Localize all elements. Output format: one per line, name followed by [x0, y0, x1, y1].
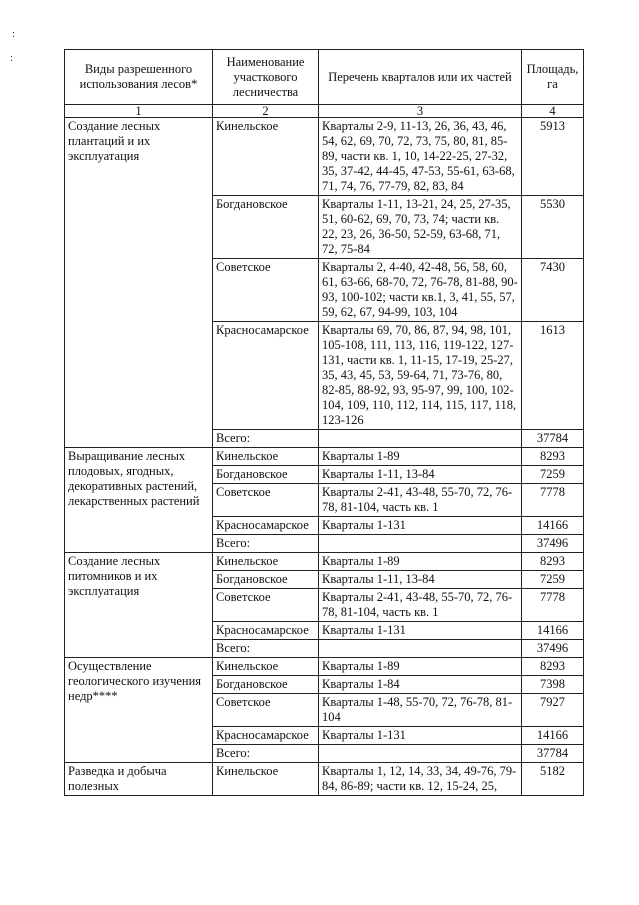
table-body: [65, 118, 584, 796]
forestry-cell: Богдановское: [213, 571, 319, 589]
use-type-cell: Разведка и добыча полезных: [65, 763, 213, 796]
column-number: 1: [65, 105, 213, 118]
forestry-cell: Советское: [213, 589, 319, 622]
quarters-cell: Кварталы 2-41, 43-48, 55-70, 72, 76-78, 81-104, часть кв. 1: [319, 589, 522, 622]
quarters-cell: Кварталы 1-89: [319, 658, 522, 676]
quarters-cell: [319, 535, 522, 553]
forestry-cell: Богдановское: [213, 196, 319, 259]
column-number-row: [65, 105, 584, 118]
quarters-cell: Кварталы 1-131: [319, 517, 522, 535]
table-row: [65, 763, 584, 796]
quarters-cell: Кварталы 1-11, 13-21, 24, 25, 27-35, 51, 60-62, 69, 70, 73, 74; части кв. 22, 23, 26, 36-50, 52-59, 63-68, 71, 72, 75-84: [319, 196, 522, 259]
header-use-type: Виды разрешенного использования лесов*: [65, 50, 213, 105]
quarters-cell: Кварталы 2-41, 43-48, 55-70, 72, 76-78, 81-104, часть кв. 1: [319, 484, 522, 517]
forestry-cell: Красносамарское: [213, 727, 319, 745]
table-row: [65, 658, 584, 676]
scan-mark: :: [10, 52, 14, 64]
forestry-cell: Кинельское: [213, 448, 319, 466]
area-cell: 37496: [522, 640, 584, 658]
quarters-cell: Кварталы 1-48, 55-70, 72, 76-78, 81-104: [319, 694, 522, 727]
quarters-cell: Кварталы 2, 4-40, 42-48, 56, 58, 60, 61, 63-66, 68-70, 72, 76-78, 81-88, 90-93, 100-102; части кв.1, 3, 41, 55, 57, 59, 62, 67, 94-99, 103, 104: [319, 259, 522, 322]
area-cell: 14166: [522, 727, 584, 745]
quarters-cell: Кварталы 69, 70, 86, 87, 94, 98, 101, 105-108, 111, 113, 116, 119-122, 127-131, части кв. 1, 11-15, 17-19, 25-27, 35, 43, 45, 53, 59-64, 71, 73-76, 80, 82-85, 88-92, 93, 95-97, 99, 100, 102-104, 109, 110, 112, 114, 115, 117, 118, 123-126: [319, 322, 522, 430]
column-number: 3: [319, 105, 522, 118]
quarters-cell: Кварталы 2-9, 11-13, 26, 36, 43, 46, 54, 62, 69, 70, 72, 73, 75, 80, 81, 85-89, части кв. 1, 10, 14-22-25, 27-32, 35, 37-42, 44-45, 47-53, 55-61, 63-68, 71, 74, 76, 77-79, 82, 83, 84: [319, 118, 522, 196]
area-cell: 37784: [522, 745, 584, 763]
forestry-cell: Советское: [213, 694, 319, 727]
table-row: [65, 118, 584, 196]
area-cell: 7927: [522, 694, 584, 727]
area-cell: 7430: [522, 259, 584, 322]
area-cell: 5182: [522, 763, 584, 796]
area-cell: 7778: [522, 484, 584, 517]
area-cell: 37496: [522, 535, 584, 553]
quarters-cell: Кварталы 1-89: [319, 448, 522, 466]
header-forestry: Наименование участкового лесничества: [213, 50, 319, 105]
forestry-cell: Красносамарское: [213, 622, 319, 640]
quarters-cell: Кварталы 1-84: [319, 676, 522, 694]
quarters-cell: [319, 640, 522, 658]
use-type-cell: Осуществление геологического изучения недр****: [65, 658, 213, 763]
quarters-cell: Кварталы 1-11, 13-84: [319, 466, 522, 484]
forestry-cell: Кинельское: [213, 118, 319, 196]
total-label-cell: Всего:: [213, 745, 319, 763]
header-quarters: Перечень кварталов или их частей: [319, 50, 522, 105]
quarters-cell: Кварталы 1, 12, 14, 33, 34, 49-76, 79-84, 86-89; части кв. 12, 15-24, 25,: [319, 763, 522, 796]
forestry-cell: Богдановское: [213, 466, 319, 484]
area-cell: 5913: [522, 118, 584, 196]
quarters-cell: Кварталы 1-89: [319, 553, 522, 571]
area-cell: 14166: [522, 622, 584, 640]
area-cell: 7398: [522, 676, 584, 694]
header-area: Площадь, га: [522, 50, 584, 105]
use-type-cell: Выращивание лесных плодовых, ягодных, декоративных растений, лекарственных растений: [65, 448, 213, 553]
area-cell: 8293: [522, 553, 584, 571]
quarters-cell: Кварталы 1-11, 13-84: [319, 571, 522, 589]
area-cell: 8293: [522, 658, 584, 676]
quarters-cell: [319, 430, 522, 448]
quarters-cell: Кварталы 1-131: [319, 622, 522, 640]
table-header-row: [65, 50, 584, 105]
forestry-cell: Красносамарское: [213, 322, 319, 430]
forest-use-table: [64, 49, 584, 796]
table-row: [65, 553, 584, 571]
scan-mark: :: [12, 28, 16, 40]
forestry-cell: Красносамарское: [213, 517, 319, 535]
area-cell: 5530: [522, 196, 584, 259]
table-row: [65, 448, 584, 466]
area-cell: 7778: [522, 589, 584, 622]
forestry-cell: Кинельское: [213, 658, 319, 676]
use-type-cell: Создание лесных питомников и их эксплуатация: [65, 553, 213, 658]
use-type-cell: Создание лесных плантаций и их эксплуатация: [65, 118, 213, 448]
quarters-cell: Кварталы 1-131: [319, 727, 522, 745]
area-cell: 7259: [522, 466, 584, 484]
total-label-cell: Всего:: [213, 640, 319, 658]
total-label-cell: Всего:: [213, 430, 319, 448]
column-number: 2: [213, 105, 319, 118]
total-label-cell: Всего:: [213, 535, 319, 553]
forestry-cell: Кинельское: [213, 763, 319, 796]
area-cell: 1613: [522, 322, 584, 430]
area-cell: 14166: [522, 517, 584, 535]
area-cell: 8293: [522, 448, 584, 466]
forestry-cell: Советское: [213, 484, 319, 517]
forestry-cell: Советское: [213, 259, 319, 322]
forestry-cell: Кинельское: [213, 553, 319, 571]
area-cell: 37784: [522, 430, 584, 448]
column-number: 4: [522, 105, 584, 118]
forestry-cell: Богдановское: [213, 676, 319, 694]
area-cell: 7259: [522, 571, 584, 589]
quarters-cell: [319, 745, 522, 763]
